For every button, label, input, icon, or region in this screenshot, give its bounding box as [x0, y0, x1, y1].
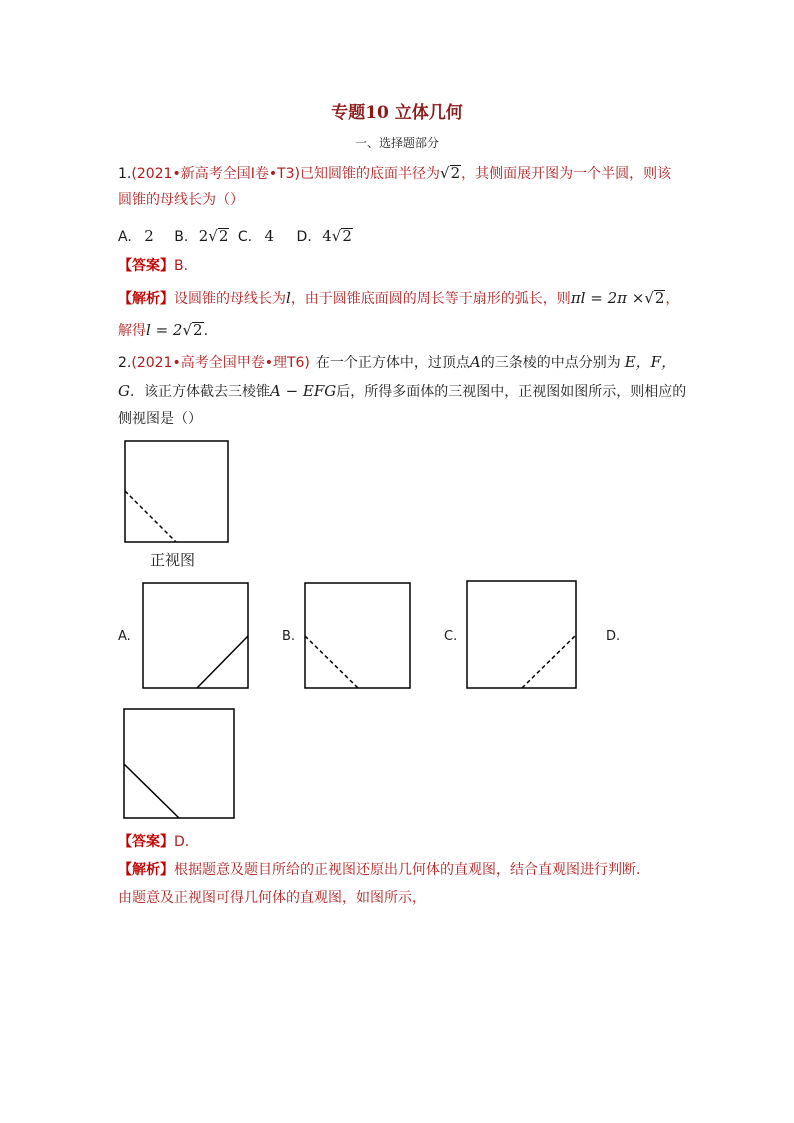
q2-text-b: 的三条棱的中点分别为 — [480, 355, 621, 371]
option-c-label: C. — [444, 629, 458, 644]
q2-var-g: G — [118, 382, 130, 400]
q1-option-a-label: A. — [118, 229, 132, 245]
q1-number: 1. — [118, 166, 132, 182]
front-view-dashed-edge — [125, 491, 176, 542]
q2-source: (2021•高考全国甲卷•理T6) — [131, 355, 310, 371]
q2-line1 — [118, 352, 676, 373]
q1-analysis-a: 设圆锥的母线长为 — [174, 291, 286, 307]
front-view-caption: 正视图 — [150, 551, 196, 569]
option-c-figure — [466, 580, 578, 690]
option-c-square — [467, 581, 576, 688]
q1-option-d-rad: 2 — [342, 227, 352, 245]
q1-solve — [118, 320, 208, 341]
q1-line1 — [118, 163, 671, 184]
q2-text-c2: ．该正方体截去三棱锥 — [129, 384, 270, 400]
q1-answer — [118, 256, 198, 276]
q2-points: E，F， — [624, 353, 677, 371]
q1-eq2: l = 2 — [146, 321, 183, 339]
option-d-square — [124, 709, 234, 818]
q2-answer — [118, 832, 199, 852]
option-a-square — [143, 583, 248, 688]
section-heading: 一、选择题部分 — [354, 136, 439, 150]
q1-text-b: ，其侧面展开图为一个半圆，则该 — [461, 166, 672, 182]
front-view-figure — [124, 440, 230, 544]
q1-analysis-b: ，由于圆锥底面圆的周长等于扇形的弧长，则 — [290, 291, 571, 307]
q2-analysis-a: 根据题意及题目所给的正视图还原出几何体的直观图，结合直观图进行判断. — [174, 862, 641, 878]
q1-option-a-value: 2 — [144, 227, 154, 245]
q1-options — [118, 226, 353, 247]
q2-text-a: 在一个正方体中，过顶点 — [315, 355, 470, 371]
q1-text-a: 已知圆锥的底面半径为 — [300, 166, 441, 182]
q1-option-b-coef: 2 — [198, 227, 209, 245]
q1-eq2-end: . — [203, 323, 209, 339]
front-view-square — [125, 441, 228, 542]
q1-option-d-label: D. — [296, 229, 312, 245]
q2-answer-tag: 【答案】 — [118, 834, 174, 850]
q1-answer-value: B． — [174, 258, 198, 274]
q1-var-l: l — [286, 289, 291, 307]
q1-radicand: 2 — [450, 164, 461, 182]
option-c-dashed-edge — [522, 635, 576, 688]
q1-option-b-sqrt: √ — [208, 227, 218, 245]
q1-eq1-left: πl = 2π × — [570, 289, 645, 307]
q2-answer-value: D． — [174, 834, 199, 850]
q1-sqrt-sign: √ — [440, 164, 450, 182]
q1-eq1-rad: 2 — [654, 289, 665, 307]
q1-solve-text: 解得 — [118, 323, 146, 339]
option-a-label: A. — [118, 629, 131, 644]
q2-analysis — [118, 860, 640, 880]
q1-analysis-tag: 【解析】 — [118, 291, 174, 307]
q2-line2 — [118, 381, 686, 402]
option-d-figure — [123, 708, 236, 820]
q1-eq1-sqrt: √ — [644, 289, 654, 307]
option-d-label: D. — [606, 629, 621, 644]
option-a-figure — [142, 582, 250, 690]
q1-option-d-coef: 4 — [322, 227, 332, 245]
q2-pyramid: A − EFG — [269, 382, 337, 400]
q2-var-a: A — [469, 353, 481, 371]
option-b-dashed-edge — [305, 636, 358, 688]
q1-option-d-sqrt: √ — [331, 227, 342, 245]
q1-eq1-end: ， — [665, 291, 680, 307]
option-d-solid-edge — [124, 764, 179, 818]
option-b-square — [305, 583, 410, 688]
q1-line2: 圆锥的母线长为（） — [118, 192, 244, 208]
q1-source: (2021•新高考全国Ⅰ卷•T3) — [131, 166, 301, 182]
q1-option-c-value: 4 — [264, 227, 275, 245]
q1-option-b-label: B. — [174, 229, 189, 245]
q1-eq2-rad: 2 — [193, 321, 203, 339]
q1-option-b-rad: 2 — [218, 227, 229, 245]
q1-option-c-label: C. — [237, 229, 253, 245]
q2-analysis-b: 由题意及正视图可得几何体的直观图，如图所示， — [118, 890, 426, 906]
q1-answer-tag: 【答案】 — [118, 258, 174, 274]
q2-line3: 侧视图是（） — [118, 411, 202, 427]
q2-number: 2. — [118, 355, 132, 371]
q1-eq2-sqrt: √ — [182, 321, 193, 339]
option-b-label: B. — [282, 629, 296, 644]
q2-text-c3: 后，所得多面体的三视图中，正视图如图所示，则相应的 — [336, 384, 687, 400]
option-b-figure — [304, 582, 412, 690]
q1-analysis — [118, 288, 679, 309]
option-a-solid-edge — [197, 636, 248, 688]
q2-analysis-tag: 【解析】 — [118, 862, 174, 878]
page-title: 专题10 立体几何 — [331, 103, 463, 123]
